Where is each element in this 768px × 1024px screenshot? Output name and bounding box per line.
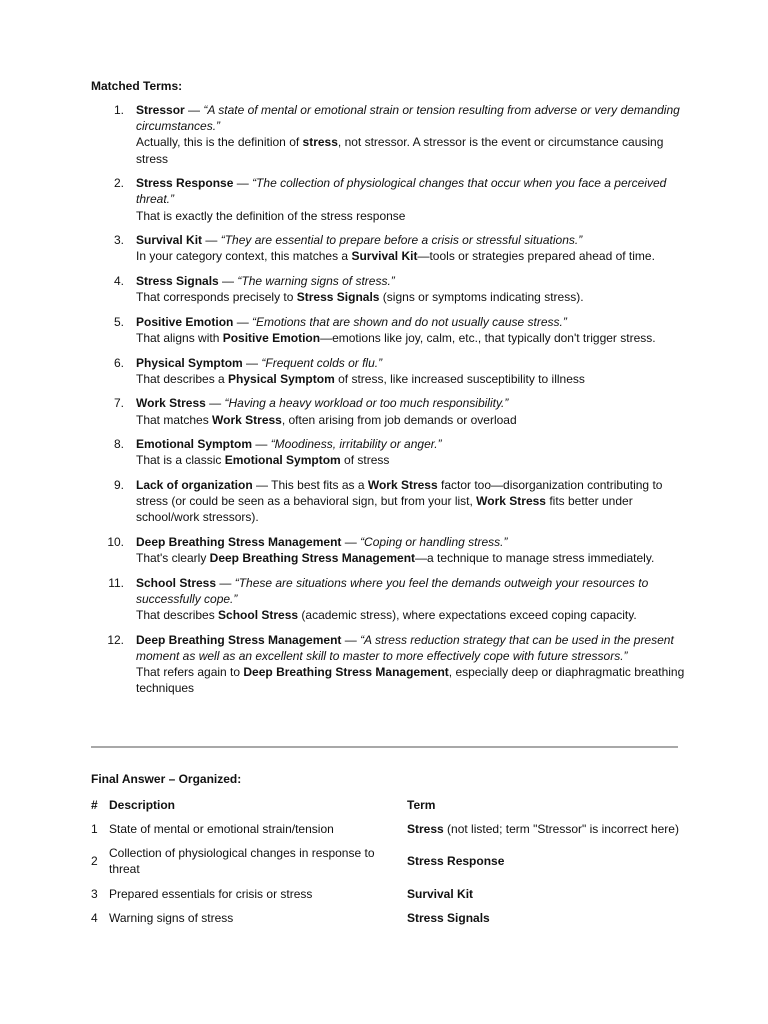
explanation-text: of stress xyxy=(340,453,390,468)
matched-terms-heading: Matched Terms: xyxy=(91,79,183,93)
explanation-bold: Work Stress xyxy=(367,477,438,492)
explanation-bold: Stress Signals xyxy=(296,290,380,305)
item-dash: — xyxy=(216,575,235,590)
item-dash: — xyxy=(252,437,271,452)
list-item xyxy=(91,575,691,624)
explanation-text: That matches xyxy=(136,412,213,427)
item-explanation xyxy=(136,664,691,696)
item-explanation xyxy=(136,134,691,166)
item-number: 6. xyxy=(113,355,124,370)
item-quote: “The collection of physiological changes that occur when you face a perceived threat.” xyxy=(136,176,667,207)
item-term: Stressor xyxy=(136,103,185,117)
list-item xyxy=(91,534,691,566)
row-term-note: (not listed; term "Stressor" is incorrect here) xyxy=(443,822,679,836)
item-number: 3. xyxy=(113,233,124,248)
explanation-bold: Work Stress xyxy=(212,412,282,427)
explanation-text: , not stressor. A stressor is the event or circumstance causing stress xyxy=(136,135,664,166)
explanation-text: That describes xyxy=(136,608,219,623)
item-quote: “Emotions that are shown and do not usually cause stress.” xyxy=(252,314,567,329)
explanation-text: (academic stress), where expectations exceed coping capacity. xyxy=(298,608,637,623)
list-item xyxy=(91,632,691,697)
row-term xyxy=(407,882,681,906)
item-dash: — xyxy=(233,176,253,191)
row-term-bold: Survival Kit xyxy=(407,886,474,901)
explanation-text: That's clearly xyxy=(136,551,210,566)
row-term xyxy=(407,817,681,841)
list-item xyxy=(91,436,691,468)
list-item xyxy=(91,232,691,264)
item-explanation xyxy=(136,248,691,264)
row-description: Collection of physiological changes in response to threat xyxy=(109,846,375,877)
explanation-text: In your category context, this matches a xyxy=(136,249,352,264)
explanation-text: That describes a xyxy=(136,371,229,386)
table-row xyxy=(91,841,681,881)
explanation-bold: Deep Breathing Stress Management xyxy=(209,551,416,566)
item-quote: “Having a heavy workload or too much responsibility.” xyxy=(224,396,509,411)
explanation-bold: School Stress xyxy=(218,608,299,623)
item-number: 10. xyxy=(107,534,124,549)
explanation-text: — This best fits as a xyxy=(252,477,368,492)
item-explanation xyxy=(136,550,691,566)
item-term: School Stress xyxy=(136,575,217,590)
explanation-bold: stress xyxy=(302,135,338,150)
item-term: Deep Breathing Stress Management xyxy=(136,534,342,549)
item-quote: “Coping or handling stress.” xyxy=(360,534,508,549)
item-number: 9. xyxy=(113,477,124,492)
row-number: 3 xyxy=(91,886,98,901)
item-quote: “They are essential to prepare before a crisis or stressful situations.” xyxy=(220,233,583,248)
item-quote: “A stress reduction strategy that can be used in the present moment as well as an excellent skill to master to more effectively cope with future stressors.” xyxy=(136,632,674,663)
explanation-text: (signs or symptoms indicating stress). xyxy=(379,290,584,305)
item-number: 12. xyxy=(107,632,124,647)
row-term xyxy=(407,841,681,881)
item-number: 4. xyxy=(113,274,124,288)
item-term: Emotional Symptom xyxy=(136,437,253,452)
item-number: 7. xyxy=(113,396,124,411)
item-term: Stress Response xyxy=(136,176,234,191)
item-dash: — xyxy=(242,355,262,370)
item-dash: — xyxy=(184,103,204,117)
item-term: Deep Breathing Stress Management xyxy=(136,632,342,647)
item-explanation xyxy=(136,452,691,468)
explanation-bold: Physical Symptom xyxy=(228,371,335,386)
item-number: 5. xyxy=(113,314,124,329)
list-item xyxy=(91,175,691,224)
horizontal-divider xyxy=(91,746,678,748)
item-dash: — xyxy=(218,274,238,288)
explanation-text: That corresponds precisely to xyxy=(136,290,297,305)
explanation-text: , often arising from job demands or overload xyxy=(281,412,517,427)
explanation-text: , especially deep or diaphragmatic breathing techniques xyxy=(136,665,685,696)
list-item xyxy=(91,314,691,346)
item-dash: — xyxy=(341,632,361,647)
explanation-text: factor too—disorganization contributing to stress (or could be seen as a behavioral sign, but from your list, xyxy=(136,477,663,509)
item-explanation xyxy=(136,289,691,305)
row-term-bold: Stress Response xyxy=(407,854,505,869)
item-dash: — xyxy=(341,534,361,549)
explanation-bold: Deep Breathing Stress Management xyxy=(243,665,449,680)
answer-table xyxy=(91,793,681,930)
item-explanation xyxy=(136,371,691,387)
explanation-bold: Work Stress xyxy=(476,494,546,509)
explanation-text: That is a classic xyxy=(136,453,225,468)
item-dash: — xyxy=(205,396,225,411)
item-term: Physical Symptom xyxy=(136,355,243,370)
item-quote: “Frequent colds or flu.” xyxy=(261,355,383,370)
list-item xyxy=(91,273,691,305)
header-description: Description xyxy=(109,797,176,812)
item-explanation xyxy=(136,330,691,346)
table-row xyxy=(91,906,681,930)
explanation-bold: Survival Kit xyxy=(351,249,418,264)
table-row xyxy=(91,882,681,906)
item-quote: “The warning signs of stress.” xyxy=(237,274,395,288)
explanation-text: fits better under school/work stressors). xyxy=(136,494,633,525)
explanation-text: —tools or strategies prepared ahead of time. xyxy=(417,249,655,264)
item-term: Positive Emotion xyxy=(136,314,234,329)
explanation-bold: Emotional Symptom xyxy=(224,453,341,468)
final-answer-heading: Final Answer – Organized: xyxy=(91,772,242,786)
row-description: Prepared essentials for crisis or stress xyxy=(109,886,313,901)
list-item xyxy=(91,477,691,526)
item-term: Lack of organization xyxy=(136,477,253,492)
explanation-text: —a technique to manage stress immediately. xyxy=(415,551,655,566)
table-row xyxy=(91,817,681,841)
explanation-text: of stress, like increased susceptibility to illness xyxy=(334,371,585,386)
list-item xyxy=(91,102,691,167)
row-number: 1 xyxy=(91,822,98,836)
item-dash: — xyxy=(233,314,253,329)
item-number: 2. xyxy=(113,176,124,191)
row-number: 4 xyxy=(91,910,98,925)
item-quote: “Moodiness, irritability or anger.” xyxy=(270,437,442,452)
item-explanation xyxy=(136,208,691,224)
item-quote: “A state of mental or emotional strain or tension resulting from adverse or very demanding circumstances.” xyxy=(136,103,680,134)
list-item xyxy=(91,355,691,387)
item-number: 11. xyxy=(108,575,124,590)
item-quote: “These are situations where you feel the demands outweigh your resources to successfully cope.” xyxy=(136,575,649,606)
matched-terms-list xyxy=(91,102,691,705)
row-term xyxy=(407,906,681,930)
header-term: Term xyxy=(407,797,436,812)
explanation-text: —emotions like joy, calm, etc., that typically don't trigger stress. xyxy=(320,331,656,345)
header-number: # xyxy=(91,797,98,812)
item-term: Work Stress xyxy=(136,396,206,411)
row-description: State of mental or emotional strain/tension xyxy=(109,822,334,836)
explanation-text: Actually, this is the definition of xyxy=(136,135,303,150)
item-number: 1. xyxy=(113,103,124,117)
item-term: Survival Kit xyxy=(136,233,203,248)
list-item xyxy=(91,395,691,427)
item-explanation xyxy=(136,607,691,623)
table-header-row xyxy=(91,793,681,817)
item-dash: — xyxy=(202,233,221,248)
row-description: Warning signs of stress xyxy=(109,910,234,925)
item-term: Stress Signals xyxy=(136,274,219,288)
item-number: 8. xyxy=(113,437,124,452)
row-term-bold: Stress xyxy=(407,822,444,836)
explanation-bold: Positive Emotion xyxy=(222,331,321,345)
explanation-text: That aligns with xyxy=(136,331,223,345)
explanation-text: That refers again to xyxy=(136,665,244,680)
row-number: 2 xyxy=(91,854,98,869)
row-term-bold: Stress Signals xyxy=(407,910,490,925)
explanation-text: That is exactly the definition of the stress response xyxy=(136,208,406,223)
item-explanation xyxy=(136,412,691,428)
